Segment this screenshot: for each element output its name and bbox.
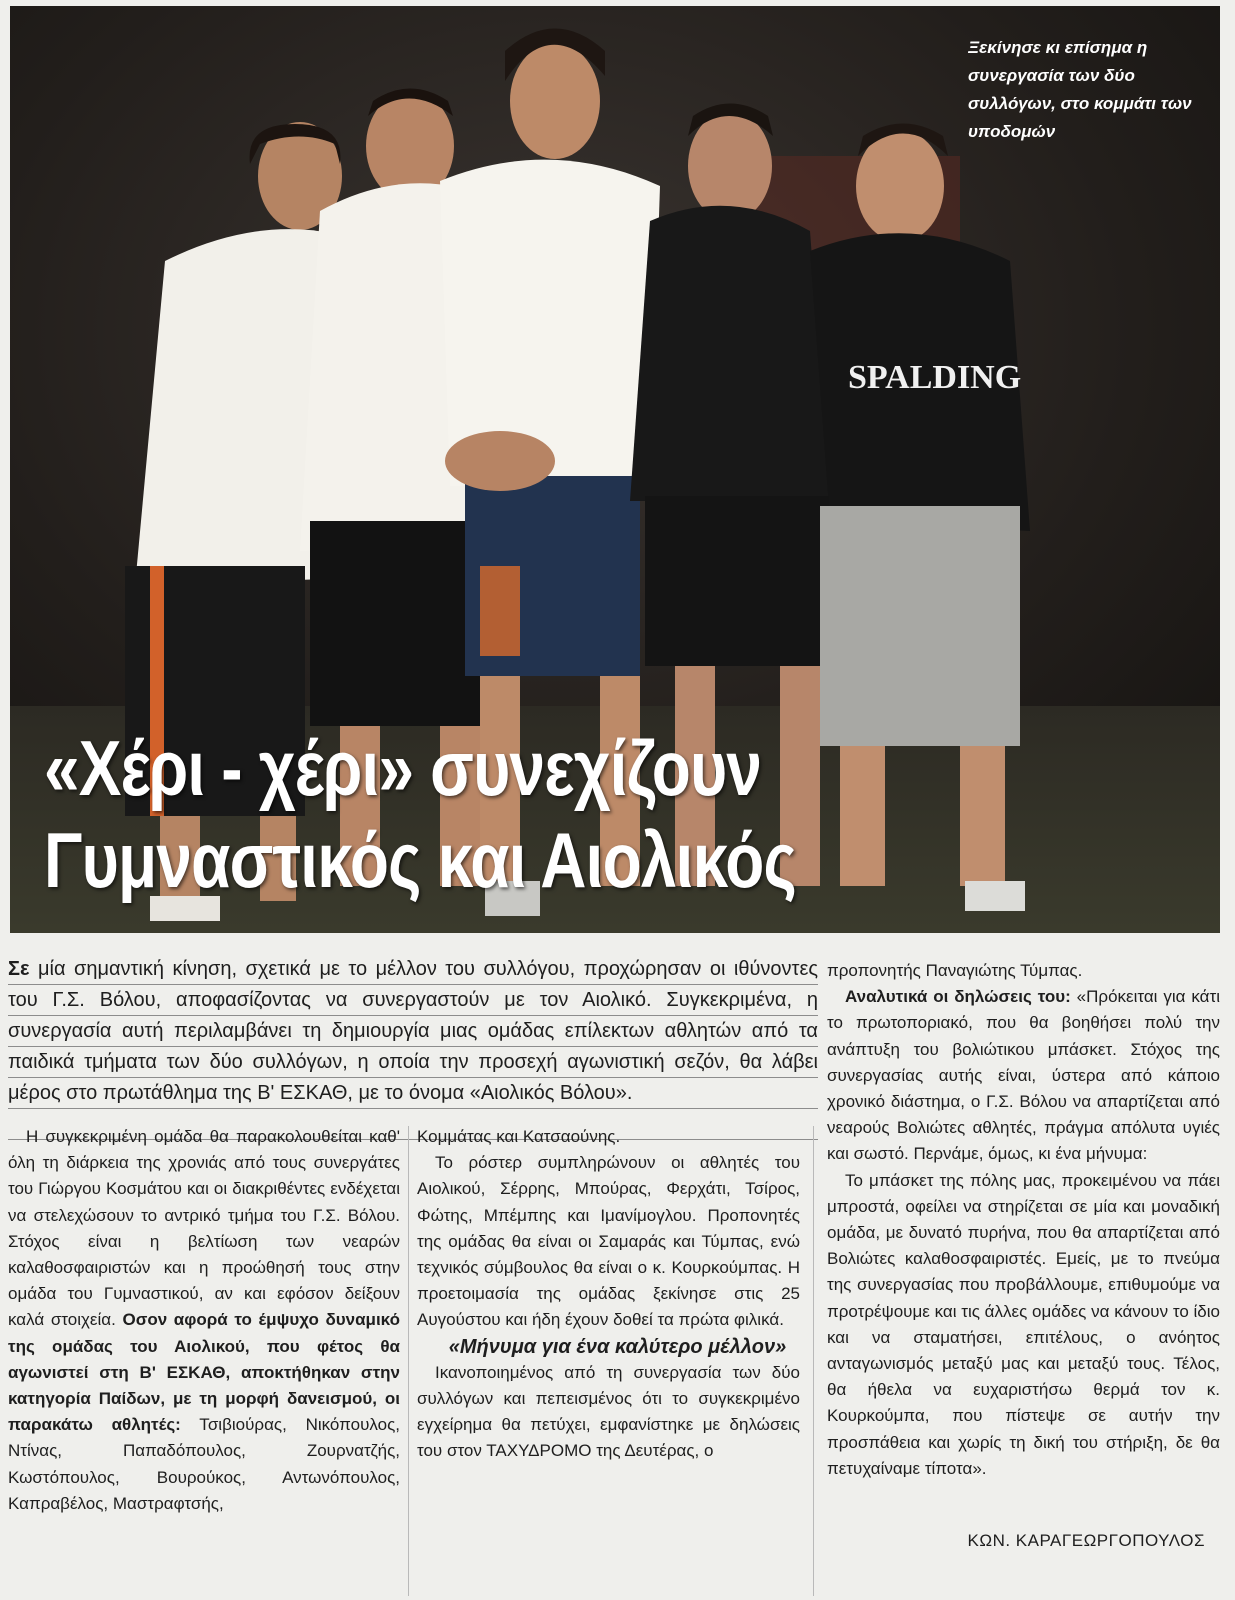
headline-line-1: «Χέρι - χέρι» συνεχίζουν [44,724,762,812]
headline-line-2: Γυμναστικός και Αιολικός [44,816,797,904]
article-column-2 [417,1124,800,1465]
col3-paragraph-1: «Πρόκειται για κάτι το πρωτοποριακό, που θα βοηθήσει πολύ την ανάπτυξη του βολιώτικου μπάσκετ. Στόχος της συνεργασίας αυτής είναι, ύστερα από κάποιο χρονικό διάστημα, ο Γ.Σ. Βόλου να απαρτίζεται από νεαρούς Βολιώτες αθλητές, πράγμα απόλυτα υγιές και σωστό. Περνάμε, όμως, κι ένα μήνυμα: [827,987,1220,1164]
column-rule-2 [813,1126,814,1596]
col2-paragraph-0: Κομμάτας και Κατσαούνης. [417,1127,621,1146]
article-column-1 [8,1124,400,1517]
shirt-logo-text: SPALDING [848,359,1022,396]
lead-text: μία σημαντική κίνηση, σχετικά με το μέλλον του συλλόγου, προχώρησαν οι ιθύνοντες του Γ.Σ. Βόλου, αποφασίζοντας να συνεργαστούν με τον Αιολικό. Συγκεκριμένα, η συνεργασία αυτή περιλαμβάνει τη δημιουργία μιας ομάδας επίλεκτων αθλητών από τα παιδικά τμήματα των δύο συλλόγων, η οποία την προσεχή αγωνιστική σεζόν, θα λάβει μέρος στο πρωτάθλημα της Β' ΕΣΚΑΘ, με το όνομα «Αιολικός Βόλου». [8,958,818,1104]
col1-bold-text: Οσον αφορά το έμψυχο δυναμικό της ομάδας του Αιολικού, που φέτος θα αγωνιστεί στη Β' ΕΣΚΑΘ, αποκτήθηκαν στην κατηγορία Παίδων, με τη μορφή δανεισμού, οι παρακάτω αθλητές: [8,1310,400,1435]
column-rule-1 [408,1126,409,1596]
col2-subheading: «Μήνυμα για ένα καλύτερο μέλλον» [448,1335,787,1358]
photo-caption: Ξεκίνησε κι επίσημα η συνεργασία των δύο συλλόγων, στο κομμάτι των υποδομών [968,38,1192,141]
col2-paragraph-1: Το ρόστερ συμπληρώνουν οι αθλητές του Αιολικού, Σέρρης, Μπούρας, Φερχάτι, Τσίρος, Φώτης, Μπέμπης και Ιμανίμογλου. Προπονητές της ομάδας θα είναι οι Σαμαράς και Τύμπας, ενώ τεχνικός σύμβουλος θα είναι ο κ. Κουρκούμπας. Η προετοιμασία της ομάδας ξεκίνησε στις 25 Αυγούστου και ήδη έχουν δοθεί τα πρώτα φιλικά. [417,1153,800,1330]
article-photo [10,6,1220,933]
byline: ΚΩΝ. ΚΑΡΑΓΕΩΡΓΟΠΟΥΛΟΣ [967,1531,1205,1550]
lead-paragraph [8,954,818,1109]
col3-paragraph-0: προπονητής Παναγιώτης Τύμπας. [827,961,1083,980]
lead-dropcap: Σε [8,958,30,980]
joined-hands [445,431,555,491]
col1-text-end: Τσιβιούρας, Νικόπουλος, Ντίνας, Παπαδόπουλος, Ζουρνατζής, Κωστόπουλος, Βουρούκος, Αντωνόπουλος, Καπραβέλος, Μαστραφτσής, [8,1415,401,1513]
col3-bold-lead: Αναλυτικά οι δηλώσεις του: [845,987,1071,1007]
col1-text: Η συγκεκριμένη ομάδα θα παρακολουθείται καθ' όλη τη διάρκεια της χρονιάς από τους συνεργάτες του Γιώργου Κοσμάτου και οι διακριθέντες ενδέχεται να στελεχώσουν το αντρικό τμήμα του Γ.Σ. Βόλου. Στόχος είναι η βελτίωση των νεαρών καλαθοσφαιριστών και η προώθησή τους στην ομάδα του Γυμναστικού, αν και εφόσον δείξουν καλά στοιχεία. [8,1127,400,1330]
col2-paragraph-2: Ικανοποιημένος από τη συνεργασία των δύο συλλόγων και πεπεισμένος ότι το συγκεκριμένο εγχείρημα θα πετύχει, εμφανίστηκε με δηλώσεις του στον ΤΑΧΥΔΡΟΜΟ της Δευτέρας, ο [417,1362,800,1461]
article-column-3 [827,958,1220,1482]
headline [44,722,864,906]
col3-paragraph-2: Το μπάσκετ της πόλης μας, προκειμένου να πάει μπροστά, οφείλει να στηρίζεται σε μία και μοναδική ομάδα, με δυνατό πυρήνα, που θα απαρτίζεται από Βολιώτες καλαθοσφαιριστές. Εμείς, με το πνεύμα της συνεργασίας που προβάλλουμε, επιθυμούμε να προτρέψουμε και τις άλλες ομάδες να κάνουν το ίδιο και να σταματήσει, επιτέλους, ο ανόητος ανταγωνισμός μεταξύ μας και μεταξύ τους. Τέλος, θα ήθελα να ευχαριστήσω θερμά τον κ. Κουρκούμπα, που πίστεψε σε αυτήν την προσπάθεια και χωρίς τη δική του στήριξη, δε θα πετυχαίναμε τίποτα». [827,1170,1220,1478]
